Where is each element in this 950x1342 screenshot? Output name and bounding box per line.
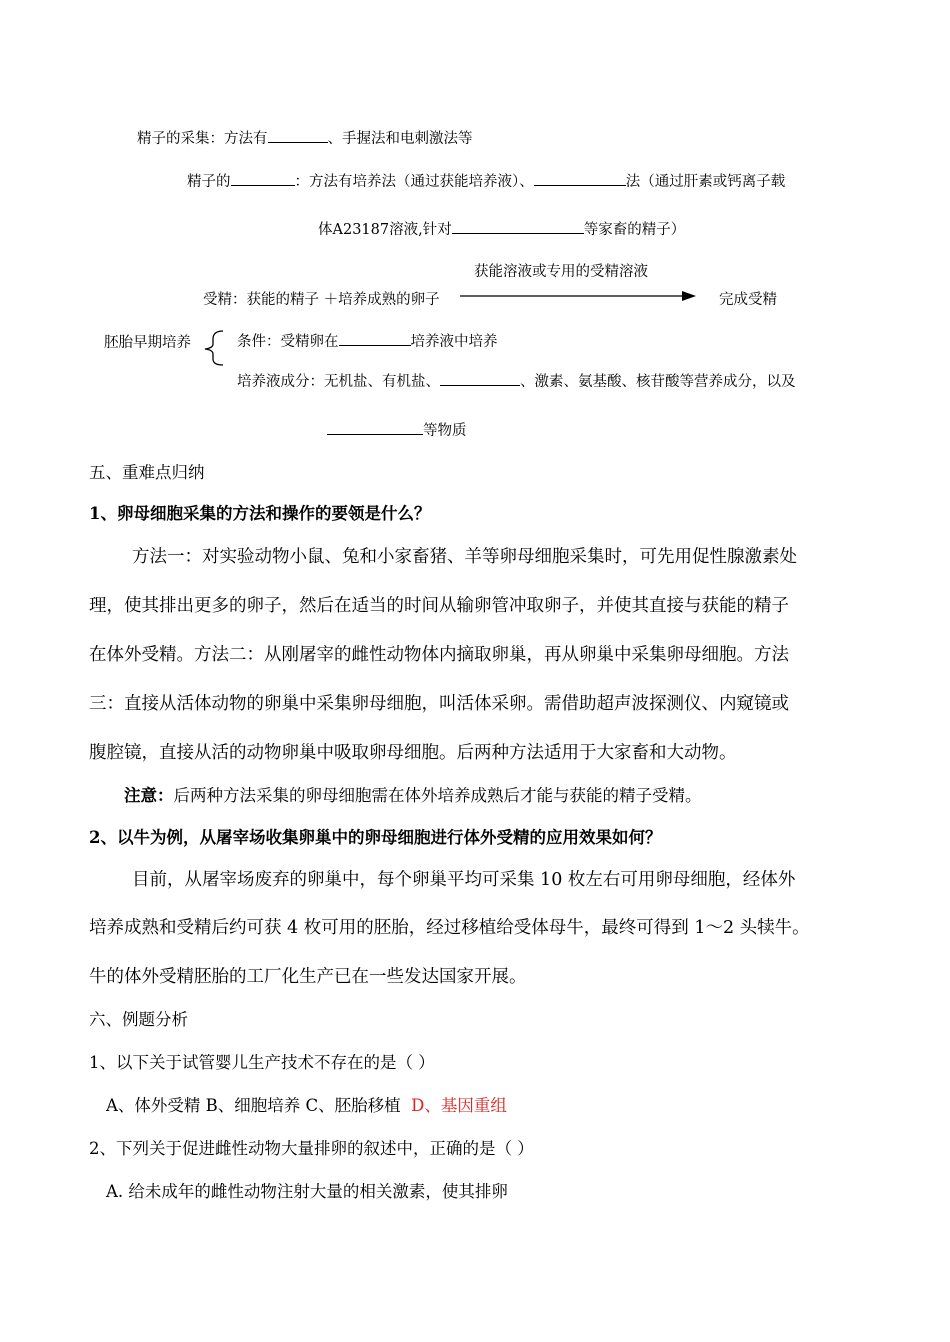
example-2-option-a: A. 给未成年的雌性动物注射大量的相关激素，使其排卵 — [106, 1182, 508, 1201]
capacitation-line2-prefix: 体A23187溶液,针对 — [318, 222, 452, 238]
blank-collection-method — [268, 127, 328, 143]
condition-prefix: 条件：受精卵在 — [237, 334, 339, 350]
blank-medium — [440, 370, 520, 386]
example-1-answer: D、基因重组 — [411, 1096, 507, 1115]
blank-livestock — [452, 218, 584, 234]
capacitation-line-2 — [318, 218, 685, 239]
medium-line2-text: 等物质 — [423, 423, 467, 439]
sperm-capacitation-line — [187, 170, 785, 191]
fertilization-arrow — [460, 288, 700, 304]
q2-line-1: 目前，从屠宰场废弃的卵巢中，每个卵巢平均可采集 10 枚左右可用卵母细胞，经体外 — [132, 870, 796, 890]
example-2-question: 2、下列关于促进雌性动物大量排卵的叙述中，正确的是（ ） — [89, 1139, 534, 1158]
example-1-question: 1、以下关于试管婴儿生产技术不存在的是（ ） — [89, 1053, 435, 1072]
medium-prefix: 培养液成分：无机盐、有机盐、 — [237, 374, 440, 390]
q1-line-5: 腹腔镜，直接从活的动物卵巢中吸取卵母细胞。后两种方法适用于大家畜和大动物。 — [89, 743, 737, 763]
blank-chemical-method — [534, 170, 626, 186]
capacitation-line2-suffix: 等家畜的精子） — [583, 222, 686, 238]
arrow-label: 获能溶液或专用的受精溶液 — [474, 264, 648, 280]
note-line — [124, 782, 702, 806]
q1-line-3: 在体外受精。方法二：从刚屠宰的雌性动物体内摘取卵巢，再从卵巢中采集卵母细胞。方法 — [89, 645, 789, 665]
capacitation-suffix: 法（通过肝素或钙离子载 — [625, 174, 786, 190]
example-1-options — [106, 1092, 507, 1116]
arrow-head — [682, 291, 696, 301]
q2-line-3: 牛的体外受精胚胎的工厂化生产已在一些发达国家开展。 — [89, 967, 527, 987]
blank-capacitation — [231, 170, 295, 186]
condition-line — [237, 330, 498, 351]
medium-line-2 — [327, 419, 467, 440]
sperm-collection-line — [137, 127, 473, 148]
medium-line — [237, 370, 796, 391]
question-1: 1、卵母细胞采集的方法和操作的要领是什么？ — [89, 504, 431, 523]
section5-heading: 五、重难点归纳 — [89, 463, 205, 482]
capacitation-mid: ：方法有培养法（通过获能培养液）、 — [294, 174, 534, 190]
blank-medium-2 — [327, 419, 423, 435]
note-text: 后两种方法采集的卵母细胞需在体外培养成熟后才能与获能的精子受精。 — [173, 786, 702, 805]
q2-line-2: 培养成熟和受精后约可获 4 枚可用的胚胎，经过移植给受体母牛，最终可得到 1～2 头犊牛。 — [89, 918, 810, 938]
condition-suffix: 培养液中培养 — [410, 334, 498, 350]
example-1-options-text: A、体外受精 B、细胞培养 C、胚胎移植 — [106, 1096, 401, 1115]
sperm-collection-suffix: 、手握法和电刺激法等 — [327, 131, 473, 147]
embryo-culture-title: 胚胎早期培养 — [104, 335, 191, 351]
fertilization-right: 完成受精 — [719, 292, 777, 308]
capacitation-prefix: 精子的 — [187, 174, 231, 190]
fertilization-left: 受精：获能的精子 ＋培养成熟的卵子 — [203, 292, 440, 308]
brace-icon — [201, 329, 229, 367]
q1-line-4: 三：直接从活体动物的卵巢中采集卵母细胞，叫活体采卵。需借助超声波探测仪、内窥镜或 — [89, 694, 789, 714]
note-label: 注意： — [124, 786, 174, 805]
question-2: 2、以牛为例，从屠宰场收集卵巢中的卵母细胞进行体外受精的应用效果如何？ — [89, 828, 662, 847]
blank-condition — [339, 330, 411, 346]
sperm-collection-prefix: 精子的采集：方法有 — [137, 131, 268, 147]
section6-heading: 六、例题分析 — [89, 1010, 188, 1029]
q1-line-1: 方法一：对实验动物小鼠、兔和小家畜猪、羊等卵母细胞采集时，可先用促性腺激素处 — [132, 547, 797, 567]
medium-suffix: 、激素、氨基酸、核苷酸等营养成分，以及 — [520, 374, 796, 390]
q1-line-2: 理，使其排出更多的卵子，然后在适当的时间从输卵管冲取卵子，并使其直接与获能的精子 — [89, 596, 789, 616]
